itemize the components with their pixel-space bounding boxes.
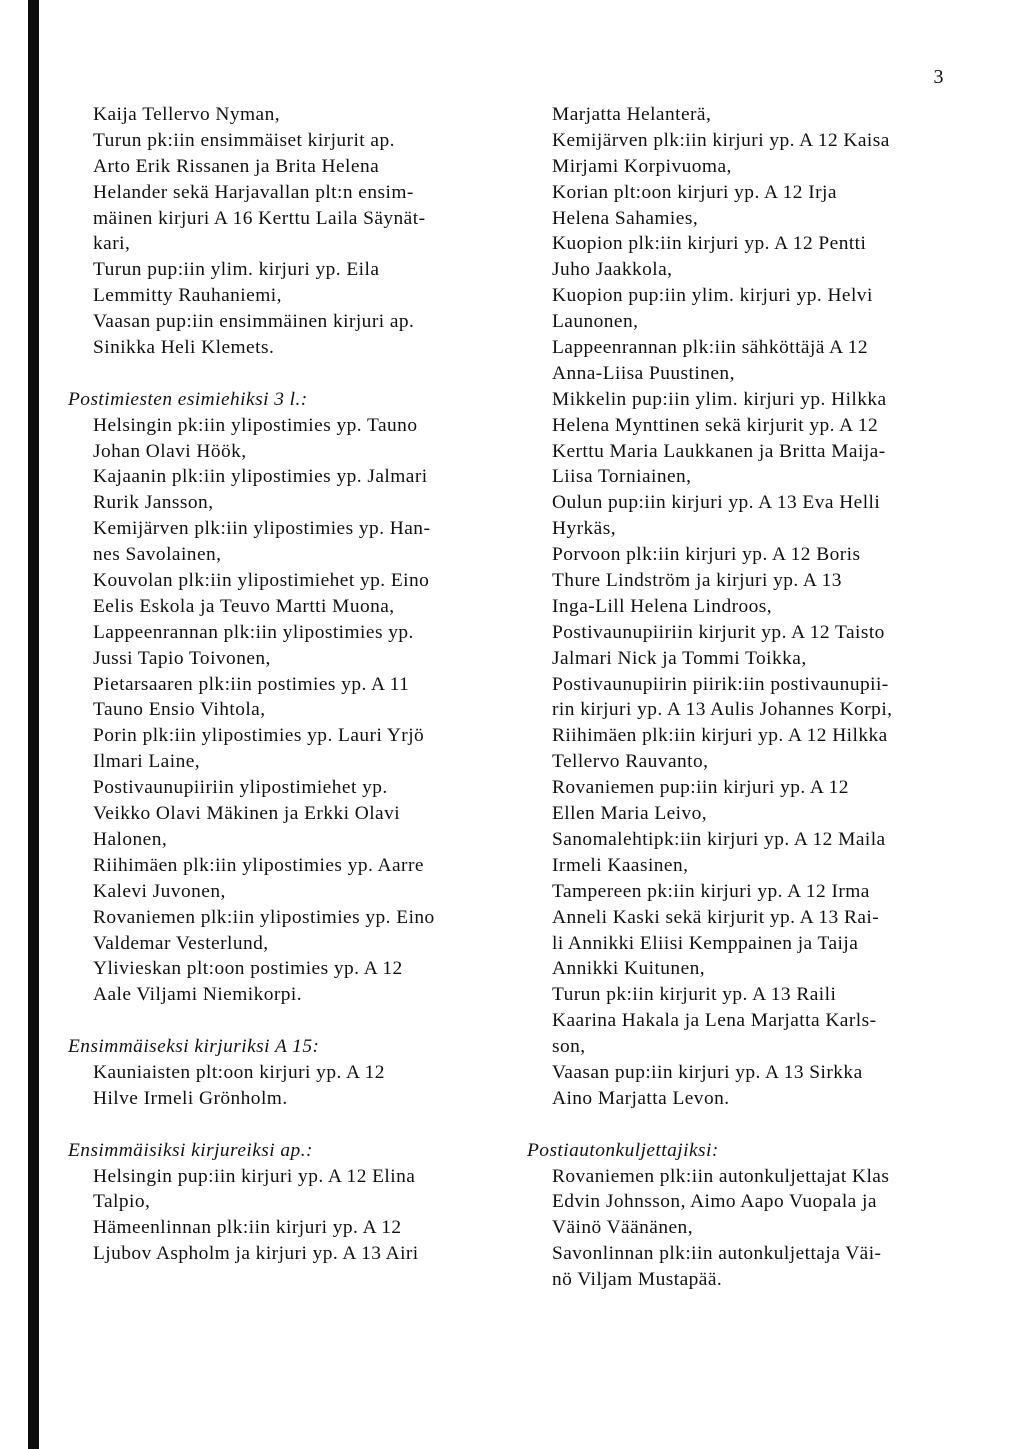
- text-line: nö Viljam Mustapää.: [552, 1269, 723, 1291]
- text-line: Lemmitty Rauhaniemi,: [93, 285, 282, 307]
- section-heading: Ensimmäisiksi kirjureiksi ap.:: [68, 1139, 313, 1161]
- text-line: rin kirjuri yp. A 13 Aulis Johannes Korpi,: [552, 699, 893, 721]
- text-line: Sanomalehtipk:iin kirjuri yp. A 12 Maila: [552, 828, 886, 850]
- text-line: Kalevi Juvonen,: [93, 880, 226, 902]
- text-line: mäinen kirjuri A 16 Kerttu Laila Säynät-: [93, 207, 426, 229]
- text-line: Kouvolan plk:iin ylipostimiehet yp. Eino: [93, 570, 430, 592]
- text-line: Irmeli Kaasinen,: [552, 854, 689, 876]
- text-line: Anneli Kaski sekä kirjurit yp. A 13 Rai-: [552, 906, 880, 928]
- text-line: Rovaniemen plk:iin ylipostimies yp. Eino: [93, 906, 435, 928]
- text-line: kari,: [93, 233, 131, 255]
- text-line: Kaija Tellervo Nyman,: [93, 104, 281, 125]
- scan-edge-bar: [28, 0, 39, 1449]
- text-line: li Annikki Eliisi Kemppainen ja Taija: [552, 932, 859, 954]
- text-line: Edvin Johnsson, Aimo Aapo Vuopala ja: [552, 1191, 877, 1213]
- text-line: Kajaanin plk:iin ylipostimies yp. Jalmari: [93, 466, 428, 488]
- text-line: Porvoon plk:iin kirjuri yp. A 12 Boris: [552, 544, 861, 566]
- text-line: Tellervo Rauvanto,: [552, 751, 709, 773]
- text-line: Hämeenlinnan plk:iin kirjuri yp. A 12: [93, 1217, 402, 1239]
- text-line: Thure Lindström ja kirjuri yp. A 13: [552, 570, 842, 592]
- text-line: Riihimäen plk:iin kirjuri yp. A 12 Hilkka: [552, 725, 888, 747]
- text-line: Vaasan pup:iin ensimmäinen kirjuri ap.: [93, 311, 415, 333]
- text-line: Liisa Torniainen,: [552, 466, 692, 488]
- text-line: Talpio,: [93, 1191, 151, 1213]
- text-line: Launonen,: [552, 311, 639, 333]
- text-line: Eelis Eskola ja Teuvo Martti Muona,: [93, 595, 395, 617]
- section-gap: [527, 1112, 959, 1138]
- text-line: Rurik Jansson,: [93, 492, 214, 514]
- text-line: Helander sekä Harjavallan plt:n ensim-: [93, 181, 414, 203]
- section-gap: [68, 1008, 492, 1034]
- text-line: Vaasan pup:iin kirjuri yp. A 13 Sirkka: [552, 1061, 863, 1083]
- text-line: Annikki Kuitunen,: [552, 958, 706, 980]
- text-line: Ylivieskan plt:oon postimies yp. A 12: [93, 958, 403, 980]
- text-line: Tauno Ensio Vihtola,: [93, 699, 266, 721]
- page-number: 3: [933, 66, 944, 88]
- text-line: Lappeenrannan plk:iin sähköttäjä A 12: [552, 337, 869, 359]
- text-line: Mikkelin pup:iin ylim. kirjuri yp. Hilkka: [552, 388, 887, 410]
- section-heading: Postiautonkuljettajiksi:: [527, 1139, 719, 1161]
- text-line: Helena Mynttinen sekä kirjurit yp. A 12: [552, 414, 879, 436]
- text-line: Kemijärven plk:iin ylipostimies yp. Han-: [93, 518, 431, 540]
- text-line: Marjatta Helanterä,: [552, 104, 712, 125]
- text-line: Ljubov Aspholm ja kirjuri yp. A 13 Airi: [93, 1243, 419, 1265]
- text-line: Aino Marjatta Levon.: [552, 1087, 730, 1109]
- text-line: Helsingin pk:iin ylipostimies yp. Tauno: [93, 414, 418, 436]
- text-line: Helena Sahamies,: [552, 207, 699, 229]
- text-line: Väinö Väänänen,: [552, 1217, 693, 1239]
- text-line: Pietarsaaren plk:iin postimies yp. A 11: [93, 673, 410, 695]
- text-line: Kerttu Maria Laukkanen ja Britta Maija-: [552, 440, 886, 462]
- section-heading: Ensimmäiseksi kirjuriksi A 15:: [68, 1036, 320, 1058]
- section-heading: Postimiesten esimiehiksi 3 l.:: [68, 388, 308, 410]
- text-line: Johan Olavi Höök,: [93, 440, 247, 462]
- text-line: Juho Jaakkola,: [552, 259, 673, 281]
- text-line: Riihimäen plk:iin ylipostimies yp. Aarre: [93, 854, 424, 876]
- text-line: Oulun pup:iin kirjuri yp. A 13 Eva Helli: [552, 492, 881, 514]
- text-line: Anna-Liisa Puustinen,: [552, 362, 735, 384]
- text-line: Savonlinnan plk:iin autonkuljettaja Väi-: [552, 1243, 882, 1265]
- text-line: Helsingin pup:iin kirjuri yp. A 12 Elina: [93, 1165, 416, 1187]
- text-line: Mirjami Korpivuoma,: [552, 155, 732, 177]
- text-line: son,: [552, 1036, 586, 1058]
- text-line: Postivaunupiiriin kirjurit yp. A 12 Taisto: [552, 621, 885, 643]
- text-line: Jalmari Nick ja Tommi Toikka,: [552, 647, 807, 669]
- text-line: Lappeenrannan plk:iin ylipostimies yp.: [93, 621, 414, 643]
- text-line: Turun pk:iin ensimmäiset kirjurit ap.: [93, 129, 395, 151]
- text-line: Ilmari Laine,: [93, 751, 201, 773]
- left-column: [68, 102, 492, 1267]
- text-line: Kemijärven plk:iin kirjuri yp. A 12 Kaisa: [552, 129, 890, 151]
- text-line: Korian plt:oon kirjuri yp. A 12 Irja: [552, 181, 837, 203]
- text-line: Rovaniemen pup:iin kirjuri yp. A 12: [552, 777, 849, 799]
- text-line: Ellen Maria Leivo,: [552, 803, 708, 825]
- text-line: Veikko Olavi Mäkinen ja Erkki Olavi: [93, 803, 401, 825]
- text-line: Sinikka Heli Klemets.: [93, 337, 275, 359]
- text-line: Kuopion plk:iin kirjuri yp. A 12 Pentti: [552, 233, 867, 255]
- text-line: Turun pk:iin kirjurit yp. A 13 Raili: [552, 984, 837, 1006]
- text-line: Tampereen pk:iin kirjuri yp. A 12 Irma: [552, 880, 870, 902]
- text-line: Hyrkäs,: [552, 518, 617, 540]
- text-line: nes Savolainen,: [93, 544, 222, 566]
- text-line: Porin plk:iin ylipostimies yp. Lauri Yrjö: [93, 725, 425, 747]
- text-line: Postivaunupiirin piirik:iin postivaunupii-: [552, 673, 889, 695]
- text-line: Inga-Lill Helena Lindroos,: [552, 595, 773, 617]
- text-line: Kuopion pup:iin ylim. kirjuri yp. Helvi: [552, 285, 873, 307]
- text-line: Turun pup:iin ylim. kirjuri yp. Eila: [93, 259, 380, 281]
- text-line: Kauniaisten plt:oon kirjuri yp. A 12: [93, 1061, 385, 1083]
- text-line: Postivaunupiiriin ylipostimiehet yp.: [93, 777, 388, 799]
- section-gap: [68, 1112, 492, 1138]
- text-line: Rovaniemen plk:iin autonkuljettajat Klas: [552, 1165, 890, 1187]
- section-gap: [68, 361, 492, 387]
- text-line: Kaarina Hakala ja Lena Marjatta Karls-: [552, 1010, 877, 1032]
- text-line: Halonen,: [93, 828, 168, 850]
- text-line: Jussi Tapio Toivonen,: [93, 647, 271, 669]
- text-line: Aale Viljami Niemikorpi.: [93, 984, 303, 1006]
- right-column: [527, 102, 959, 1293]
- text-line: Valdemar Vesterlund,: [93, 932, 269, 954]
- text-line: Arto Erik Rissanen ja Brita Helena: [93, 155, 380, 177]
- text-line: Hilve Irmeli Grönholm.: [93, 1087, 288, 1109]
